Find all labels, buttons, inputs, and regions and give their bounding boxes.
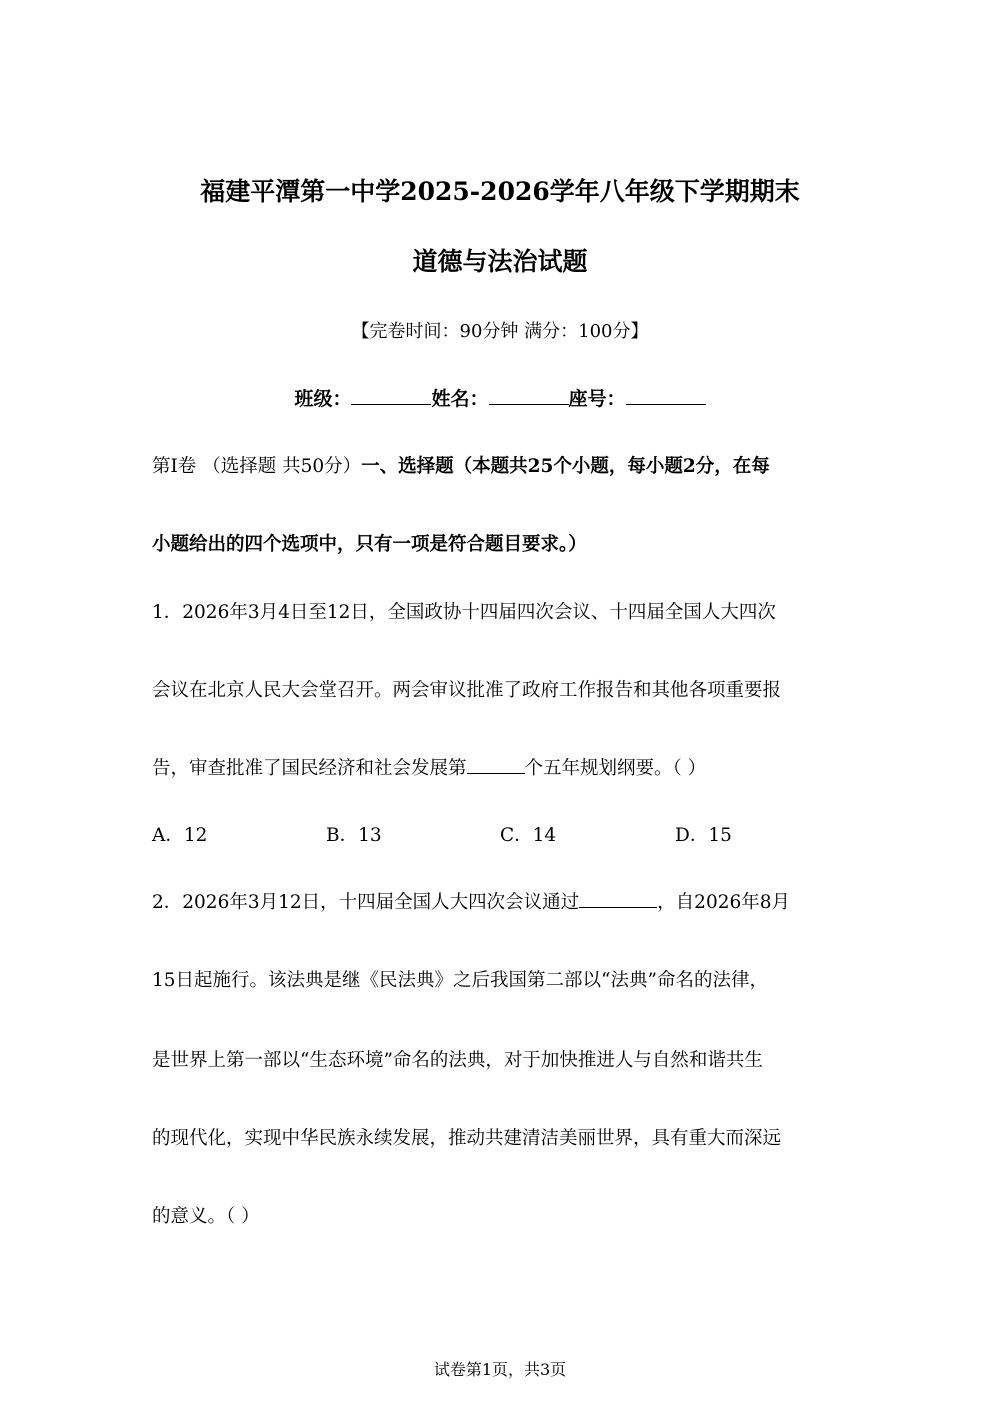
q1-blank — [467, 755, 525, 774]
page-footer: 试卷第1页，共3页 — [433, 1360, 567, 1379]
section-heading-line1 — [152, 452, 770, 478]
name-blank[interactable] — [489, 386, 569, 405]
q1-option-b[interactable]: B．13 — [326, 825, 382, 846]
name-label: 姓名： — [431, 388, 489, 410]
q1-option-d[interactable]: D．15 — [675, 825, 732, 846]
q2-blank — [579, 889, 657, 908]
q1-option-a[interactable]: A．12 — [152, 825, 208, 846]
seat-blank[interactable] — [626, 386, 706, 405]
exam-title-line1: 福建平潭第一中学2025-2026学年八年级下学期期末 — [200, 177, 800, 206]
q2-line4: 的现代化，实现中华民族永续发展，推动共建清洁美丽世界，具有重大而深远 — [152, 1128, 782, 1149]
q2-line1: 2．2026年3月12日，十四届全国人大四次会议通过 ，自2026年8月 — [152, 888, 790, 914]
exam-info: 【完卷时间：90分钟 满分：100分】 — [351, 321, 649, 342]
q1-option-c[interactable]: C．14 — [500, 825, 557, 846]
q1-line2: 会议在北京人民大会堂召开。两会审议批准了政府工作报告和其他各项重要报 — [152, 680, 782, 701]
class-label: 班级： — [294, 388, 352, 410]
q2-line2: 15日起施行。该法典是继《民法典》之后我国第二部以“法典”命名的法律， — [152, 970, 768, 991]
seat-label: 座号： — [568, 388, 626, 410]
q1-line3: 告，审查批准了国民经济和社会发展第 个五年规划纲要。（ ） — [152, 754, 706, 780]
q2-line3: 是世界上第一部以“生态环境”命名的法典，对于加快推进人与自然和谐共生 — [152, 1050, 763, 1071]
volume-label: 第I卷 （选择题 共50分） — [152, 456, 362, 477]
class-blank[interactable] — [351, 386, 431, 405]
section-instruction: 一、选择题（本题共25个小题，每小题2分，在每 — [361, 456, 770, 477]
q2-line5: 的意义。（ ） — [152, 1206, 260, 1227]
q1-line1: 1．2026年3月4日至12日，全国政协十四届四次会议、十四届全国人大四次 — [152, 602, 776, 623]
student-info-row — [0, 384, 1000, 411]
section-heading-line2: 小题给出的四个选项中，只有一项是符合题目要求。） — [152, 534, 587, 555]
exam-title-line2: 道德与法治试题 — [412, 247, 588, 276]
